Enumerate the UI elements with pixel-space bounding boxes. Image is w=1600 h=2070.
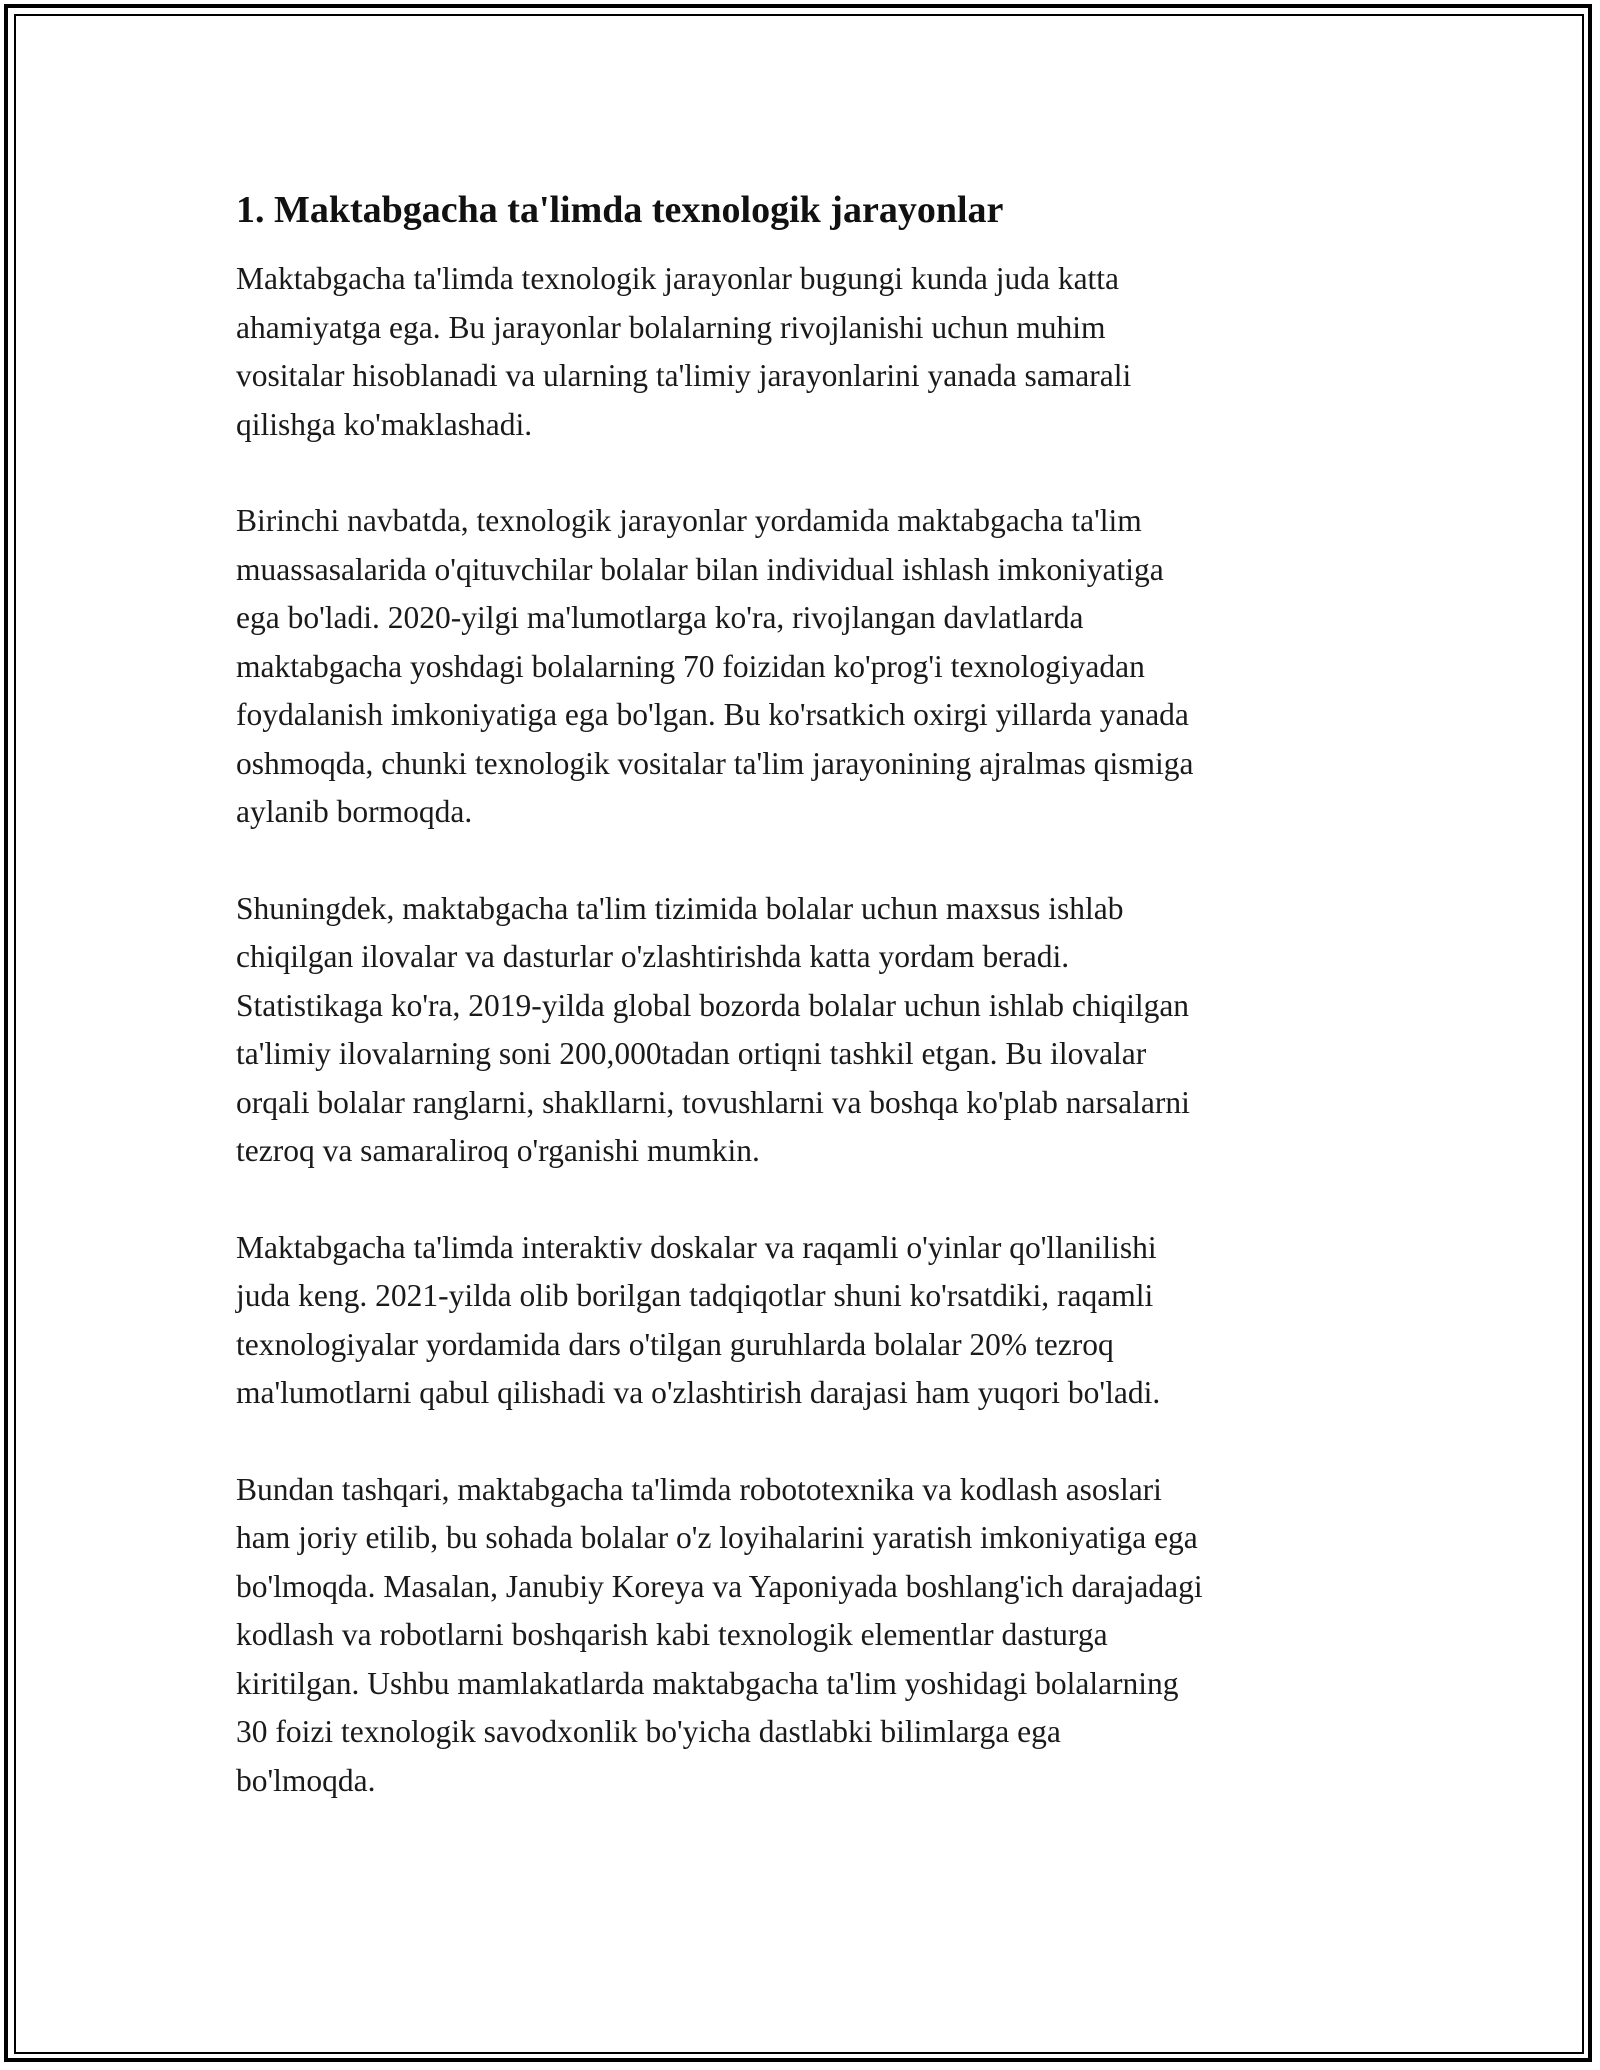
text-line: muassasalarida o'qituvchilar bolalar bilan individual ishlash imkoniyatiga: [236, 551, 1164, 587]
text-line: bo'lmoqda. Masalan, Janubiy Koreya va Yaponiyada boshlang'ich darajadagi: [236, 1568, 1203, 1604]
text-line: vositalar hisoblanadi va ularning ta'limiy jarayonlarini yanada samarali: [236, 358, 1132, 393]
text-line: ham joriy etilib, bu sohada bolalar o'z loyihalarini yaratish imkoniyatiga ega: [236, 1520, 1198, 1555]
text-line: texnologiyalar yordamida dars o'tilgan guruhlarda bolalar 20% tezroq: [236, 1326, 1114, 1362]
text-line: oshmoqda, chunki texnologik vositalar ta'lim jarayonining ajralmas qismiga: [236, 745, 1194, 781]
paragraph-5: [236, 1466, 1396, 1806]
text-line: 30 foizi texnologik savodxonlik bo'yicha dastlabki bilimlarga ega: [236, 1714, 1061, 1749]
paragraph-3: [236, 885, 1396, 1176]
text-line: aylanib bormoqda.: [236, 794, 473, 829]
text-line: Bundan tashqari, maktabgacha ta'limda robototexnika va kodlash asoslari: [236, 1471, 1162, 1507]
text-line: Shuningdek, maktabgacha ta'lim tizimida bolalar uchun maxsus ishlab: [236, 890, 1124, 926]
paragraph-1: [236, 255, 1396, 449]
paragraph-2: [236, 497, 1396, 837]
text-line: ahamiyatga ega. Bu jarayonlar bolalarning rivojlanishi uchun muhim: [236, 309, 1106, 345]
text-line: chiqilgan ilovalar va dasturlar o'zlashtirishda katta yordam beradi.: [236, 939, 1070, 974]
text-line: ega bo'ladi. 2020-yilgi ma'lumotlarga ko'ra, rivojlangan davlatlarda: [236, 600, 1084, 635]
text-line: kodlash va robotlarni boshqarish kabi texnologik elementlar dasturga: [236, 1617, 1108, 1652]
text-line: Birinchi navbatda, texnologik jarayonlar yordamida maktabgacha ta'lim: [236, 503, 1142, 538]
text-line: tezroq va samaraliroq o'rganishi mumkin.: [236, 1133, 760, 1168]
text-line: Statistikaga ko'ra, 2019-yilda global bozorda bolalar uchun ishlab chiqilgan: [236, 987, 1190, 1023]
paragraph-4: [236, 1224, 1396, 1418]
text-line: ta'limiy ilovalarning soni 200,000tadan ortiqni tashkil etgan. Bu ilovalar: [236, 1036, 1147, 1071]
section-heading: 1. Maktabgacha ta'limda texnologik jarayonlar: [236, 189, 1004, 231]
text-line: ma'lumotlarni qabul qilishadi va o'zlashtirish darajasi ham yuqori bo'ladi.: [236, 1375, 1161, 1410]
text-line: maktabgacha yoshdagi bolalarning 70 foizidan ko'prog'i texnologiyadan: [236, 648, 1145, 684]
text-line: kiritilgan. Ushbu mamlakatlarda maktabgacha ta'lim yoshidagi bolalarning: [236, 1665, 1179, 1701]
text-line: juda keng. 2021-yilda olib borilgan tadqiqotlar shuni ko'rsatdiki, raqamli: [236, 1278, 1154, 1313]
text-line: qilishga ko'maklashadi.: [236, 406, 533, 442]
text-line: bo'lmoqda.: [236, 1762, 376, 1798]
text-line: Maktabgacha ta'limda interaktiv doskalar va raqamli o'yinlar qo'llanilishi: [236, 1229, 1157, 1265]
document-body: [236, 185, 1396, 1853]
text-line: Maktabgacha ta'limda texnologik jarayonlar bugungi kunda juda katta: [236, 261, 1120, 296]
text-line: foydalanish imkoniyatiga ega bo'lgan. Bu ko'rsatkich oxirgi yillarda yanada: [236, 697, 1189, 732]
text-line: orqali bolalar ranglarni, shakllarni, tovushlarni va boshqa ko'plab narsalarni: [236, 1084, 1190, 1120]
